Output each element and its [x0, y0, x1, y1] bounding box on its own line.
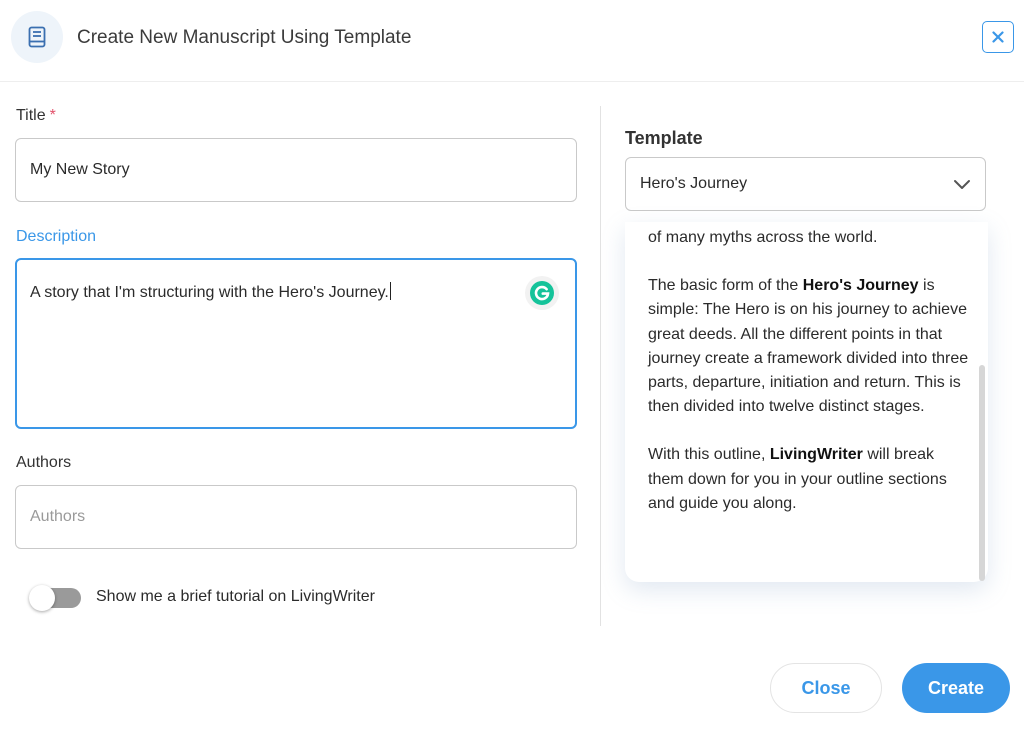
- authors-placeholder: Authors: [30, 508, 86, 525]
- title-label-text: Title: [16, 107, 46, 124]
- title-label: [16, 107, 56, 125]
- template-label: Template: [625, 128, 703, 148]
- create-button[interactable]: Create: [902, 663, 1010, 713]
- preview-paragraph: [648, 274, 970, 419]
- preview-text: The basic form of the: [648, 277, 803, 295]
- preview-scrollbar[interactable]: [979, 365, 985, 581]
- preview-bold-text: LivingWriter: [769, 446, 863, 464]
- dialog-header: [0, 0, 1024, 82]
- toggle-knob: [29, 585, 55, 611]
- template-preview[interactable]: [625, 222, 988, 582]
- preview-text: will break them down for you in your outline sections and guide you along.: [648, 446, 947, 512]
- preview-text: With this outline,: [648, 446, 770, 464]
- book-icon: [11, 11, 63, 63]
- description-value: A story that I'm structuring with the Hero's Journey.: [30, 284, 389, 301]
- preview-paragraph: [648, 443, 970, 516]
- tutorial-toggle-label: Show me a brief tutorial on LivingWriter: [96, 588, 375, 605]
- preview-text: of many myths across the world.: [648, 229, 878, 246]
- close-icon: [992, 31, 1004, 43]
- dialog-title: Create New Manuscript Using Template: [77, 27, 412, 48]
- description-textarea[interactable]: [15, 258, 577, 429]
- authors-input[interactable]: [15, 485, 577, 549]
- preview-paragraph: [648, 226, 970, 250]
- title-input-value: My New Story: [30, 161, 130, 178]
- grammarly-icon[interactable]: [525, 276, 559, 310]
- chevron-down-icon: [953, 179, 971, 190]
- preview-bold-text: Hero's Journey: [802, 277, 919, 295]
- template-select[interactable]: [625, 157, 986, 211]
- required-mark: *: [49, 107, 56, 124]
- close-dialog-button[interactable]: [982, 21, 1014, 53]
- title-input[interactable]: [15, 138, 577, 202]
- text-caret: [390, 282, 391, 300]
- template-selected-value: Hero's Journey: [640, 175, 748, 192]
- column-divider: [600, 106, 601, 626]
- close-button[interactable]: Close: [770, 663, 882, 713]
- authors-label: Authors: [16, 454, 72, 471]
- description-label: Description: [16, 228, 97, 245]
- preview-text: is simple: The Hero is on his journey to achieve great deeds. All the different points in that journey create a framework divided into three parts, departure, initiation and return. This is then divided into twelve distinct stages.: [648, 277, 969, 416]
- tutorial-toggle[interactable]: [29, 585, 81, 611]
- template-description: [648, 226, 970, 540]
